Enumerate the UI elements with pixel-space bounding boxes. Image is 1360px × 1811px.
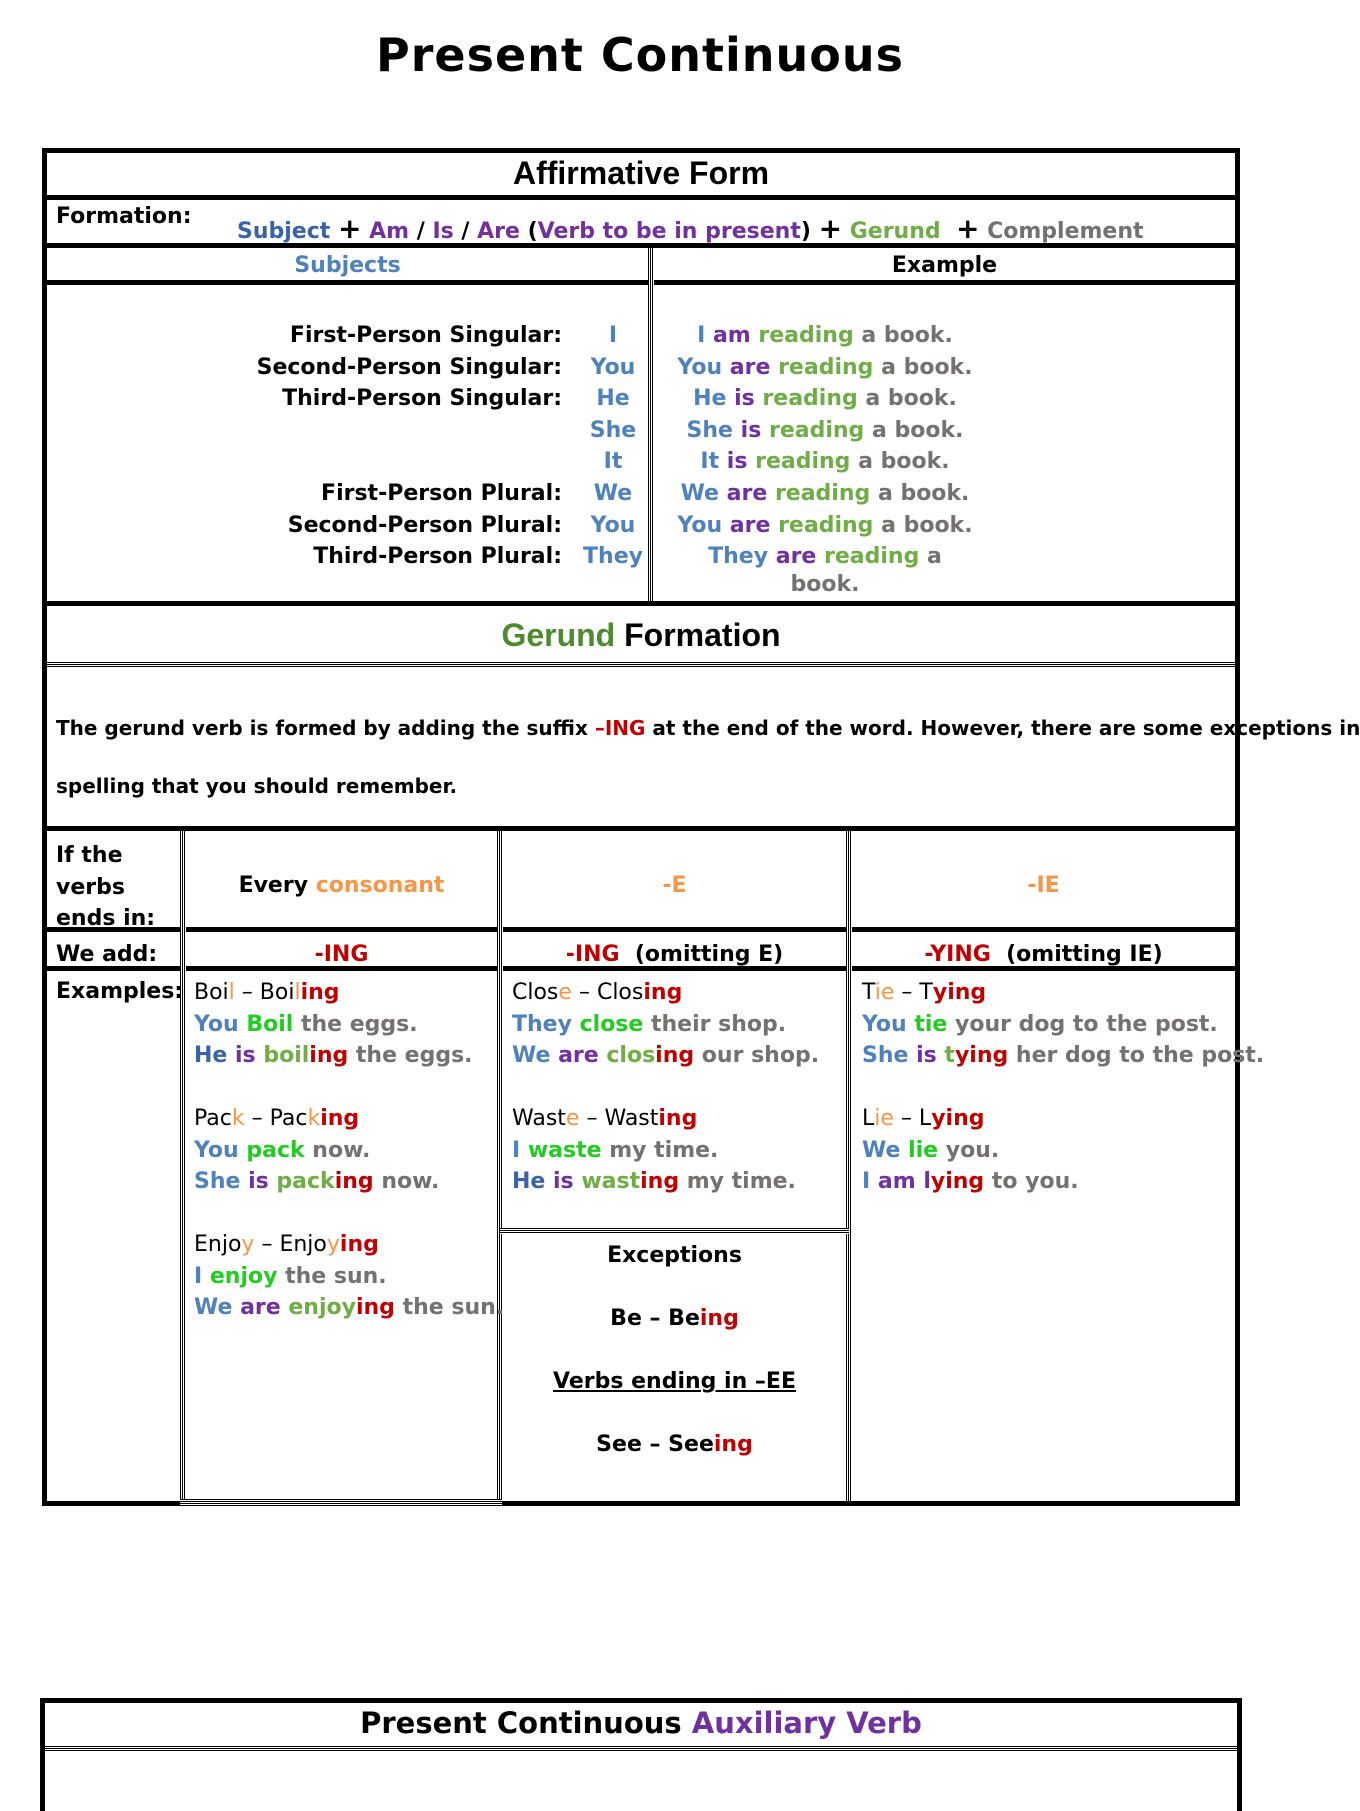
word: Pac	[269, 1106, 308, 1131]
suffix: ing	[309, 1043, 349, 1068]
subject: You	[194, 1137, 239, 1163]
verb: lie	[908, 1137, 939, 1163]
add-ing-omitting-e	[503, 942, 846, 967]
suffix: ing	[320, 1106, 360, 1131]
formula-are: Are	[477, 219, 520, 244]
dash: –	[893, 1106, 919, 1131]
complement: the sun.	[285, 1263, 387, 1289]
auxiliary: is	[726, 449, 748, 475]
example-sentence	[670, 385, 980, 413]
complement: a book.	[871, 417, 964, 443]
formula-plus: +	[955, 212, 980, 245]
ends-in-consonant	[186, 873, 497, 898]
word: Enjo	[279, 1232, 327, 1257]
example-sentence	[194, 1292, 504, 1324]
suffix: ying	[930, 1169, 985, 1194]
subject-person-label	[42, 417, 562, 445]
example-sentence	[512, 1135, 819, 1167]
example-sentence	[862, 1009, 1264, 1041]
verb: reading	[768, 417, 865, 443]
word-end: k	[307, 1106, 321, 1131]
subject: You	[862, 1011, 907, 1037]
formation-label: Formation:	[56, 204, 192, 229]
column-divider-dotted	[180, 831, 186, 1501]
verb: Boil	[246, 1011, 294, 1037]
word: Wast	[604, 1106, 659, 1131]
example-sentence	[670, 354, 980, 382]
word: Boi	[259, 980, 295, 1005]
verb: reading	[758, 323, 854, 348]
suffix: ing	[699, 1306, 739, 1331]
word-end: y	[241, 1232, 255, 1257]
verb: reading	[778, 354, 874, 380]
complement: a book.	[861, 323, 953, 348]
exceptions-title: Exceptions	[607, 1243, 742, 1268]
formula-paren: (	[527, 219, 538, 244]
consonant-word: consonant	[315, 873, 445, 898]
formula-complement: Complement	[987, 219, 1144, 244]
verb: reading	[762, 386, 858, 412]
complement: the eggs.	[301, 1011, 418, 1037]
omit-note: (omitting E)	[634, 942, 784, 967]
table-divider-dotted	[47, 662, 1235, 668]
subject: You	[677, 512, 723, 538]
subject: They	[708, 544, 769, 570]
exception-be-being	[503, 1306, 846, 1331]
subject-person-label	[42, 448, 562, 476]
exception-verbs-ending-ee: Verbs ending in –EE	[553, 1369, 796, 1394]
word-end: ie	[874, 980, 895, 1005]
example-pair	[862, 977, 1264, 1009]
examples-label: Examples:	[56, 979, 184, 1004]
example-sentence	[512, 1040, 819, 1072]
auxiliary: am	[712, 323, 751, 348]
dash: –	[894, 980, 920, 1005]
example-sentence	[194, 1166, 504, 1198]
every-word: Every	[238, 873, 309, 898]
table-divider	[42, 601, 1240, 606]
if-label-line: verbs	[56, 874, 125, 900]
verb: clos	[606, 1043, 656, 1068]
example-column-header: Example	[891, 253, 998, 278]
subject-person-label: Third-Person Plural:	[313, 544, 562, 570]
example-pair	[194, 977, 504, 1009]
footer-divider-dotted	[45, 1746, 1237, 1752]
complement: my time.	[686, 1169, 796, 1194]
subject: She	[862, 1043, 909, 1068]
verb: reading	[755, 449, 851, 475]
word: Clos	[512, 980, 559, 1005]
subject-pronoun: I	[608, 323, 618, 348]
if-verbs-ends-label	[56, 840, 176, 935]
word-end: y	[326, 1232, 340, 1257]
complement: a book.	[790, 544, 942, 598]
subject: You	[677, 354, 723, 380]
example-sentence	[670, 448, 980, 476]
add-ying-omitting-ie	[852, 942, 1235, 967]
gerund-paragraph-line1	[56, 716, 1360, 740]
dash: –	[234, 980, 260, 1005]
document-title: Present Continuous	[375, 28, 905, 82]
auxiliary: is	[734, 386, 755, 412]
formation-formula	[237, 212, 1144, 245]
verb: reading	[774, 481, 871, 506]
word-end: k	[231, 1106, 245, 1131]
formula-paren: )	[800, 219, 811, 244]
subject-person-label: Second-Person Plural:	[287, 512, 562, 538]
complement: now.	[381, 1169, 440, 1194]
subject-pronoun: You	[590, 512, 636, 538]
suffix: ing	[643, 980, 683, 1005]
example-sentence	[862, 1166, 1264, 1198]
subject: She	[194, 1169, 241, 1194]
auxiliary: are	[726, 481, 768, 506]
auxiliary: are	[558, 1043, 599, 1068]
suffix: ing	[658, 1106, 698, 1131]
dash: –	[579, 1106, 605, 1131]
dash: –	[571, 980, 597, 1005]
complement: a book.	[865, 386, 957, 412]
footer-title-b: Auxiliary Verb	[691, 1706, 922, 1740]
subject: We	[512, 1043, 551, 1068]
complement: a book.	[877, 481, 970, 506]
complement: their shop.	[651, 1011, 787, 1037]
complement: a book.	[881, 512, 973, 538]
auxiliary: is	[553, 1169, 574, 1194]
formula-slash: /	[461, 219, 470, 244]
subject: She	[686, 417, 733, 443]
auxiliary: am	[877, 1169, 916, 1194]
table-divider	[42, 826, 1240, 831]
verb: close	[579, 1011, 644, 1037]
footer-title-a: Present Continuous	[360, 1706, 682, 1740]
auxiliary: are	[729, 354, 771, 380]
formula-verb-to-be: Verb to be in present	[537, 219, 801, 244]
example-sentence	[670, 543, 980, 598]
word-end: ie	[874, 1106, 894, 1131]
verb: boil	[263, 1043, 310, 1068]
formula-slash: /	[416, 219, 425, 244]
we-add-label: We add:	[56, 942, 158, 967]
exception-see-seeing	[503, 1432, 846, 1457]
example-sentence	[670, 322, 980, 350]
suffix: ing	[640, 1169, 680, 1194]
subject: He	[693, 386, 727, 412]
formula-is: Is	[432, 219, 454, 244]
subject: He	[194, 1043, 228, 1068]
ends-in-ie: -IE	[1027, 873, 1060, 898]
verb: enjoy	[288, 1295, 356, 1320]
table-bottom-dotted	[180, 1499, 502, 1505]
subject-pronoun: She	[589, 417, 637, 443]
suffix: ying	[954, 1043, 1009, 1068]
verb: reading	[824, 544, 920, 570]
subject-person-label: First-Person Singular:	[289, 323, 562, 348]
word: L	[862, 1106, 875, 1131]
subject-pronoun: They	[583, 544, 643, 570]
example-pair	[512, 977, 819, 1009]
table-divider	[42, 195, 1240, 200]
subject: It	[700, 449, 720, 475]
example-sentence	[194, 1261, 504, 1293]
verb: reading	[778, 512, 874, 538]
example-sentence	[862, 1040, 1264, 1072]
verb: l	[923, 1169, 931, 1194]
affirmative-form-header: Affirmative Form	[512, 155, 770, 191]
suffix: ying	[932, 980, 987, 1005]
dash: –	[244, 1106, 270, 1131]
subjects-column-header: Subjects	[294, 253, 401, 278]
example-sentence	[194, 1135, 504, 1167]
verb: enjoy	[209, 1263, 278, 1289]
table-divider	[42, 927, 1240, 932]
complement: her dog to the post.	[1015, 1043, 1265, 1068]
suffix: ing	[334, 1169, 374, 1194]
auxiliary: are	[729, 512, 771, 538]
complement: our shop.	[701, 1043, 820, 1068]
example-sentence	[670, 480, 980, 508]
suffix: -ING	[565, 942, 620, 967]
auxiliary: are	[240, 1295, 281, 1320]
auxiliary: is	[248, 1169, 269, 1194]
gerund-word: Gerund	[501, 617, 616, 653]
complement: a book.	[881, 354, 973, 380]
example-sentence	[670, 512, 980, 540]
dash: –	[254, 1232, 280, 1257]
suffix: -YING	[924, 942, 991, 967]
word: Boi	[194, 980, 229, 1005]
example-pair	[862, 1103, 1264, 1135]
word-end: e	[558, 980, 572, 1005]
auxiliary: is	[916, 1043, 937, 1068]
subject-person-label: First-Person Plural:	[321, 481, 562, 506]
formula-am: Am	[369, 219, 410, 244]
gerund-paragraph-line2: spelling that you should remember.	[56, 774, 458, 798]
example-sentence	[194, 1040, 504, 1072]
example-sentence	[512, 1009, 819, 1041]
examples-ie	[862, 977, 1264, 1198]
example-sentence	[862, 1135, 1264, 1167]
para-text: The gerund verb is formed by adding the suffix	[56, 716, 595, 740]
word: Enjo	[194, 1232, 242, 1257]
para-suffix: –ING	[594, 716, 646, 740]
complement: now.	[312, 1137, 371, 1163]
example-pair	[512, 1103, 819, 1135]
suffix: ing	[355, 1295, 395, 1320]
word: T	[862, 980, 875, 1005]
complement: your dog to the post.	[955, 1011, 1218, 1037]
formula-plus: +	[337, 212, 362, 245]
footer-table-top	[40, 1698, 1242, 1703]
word-end: e	[565, 1106, 580, 1131]
complement: the eggs.	[355, 1043, 473, 1068]
subject: I	[862, 1169, 871, 1194]
example-pair	[194, 1229, 504, 1261]
ends-in-e: -E	[662, 873, 687, 898]
verb: t	[944, 1043, 955, 1068]
formula-subject: Subject	[237, 219, 331, 244]
complement: a book.	[858, 449, 950, 475]
column-divider-dotted	[846, 831, 852, 1501]
examples-e	[512, 977, 819, 1198]
subject: You	[194, 1011, 239, 1037]
word: Clos	[596, 980, 644, 1005]
subject: I	[697, 323, 706, 348]
word: L	[918, 1106, 932, 1131]
complement: you.	[945, 1137, 1000, 1163]
example-sentence	[194, 1009, 504, 1041]
auxiliary: are	[775, 544, 817, 570]
table-divider	[42, 280, 1240, 285]
word: Wast	[512, 1106, 566, 1131]
verb: tie	[914, 1011, 948, 1037]
subject: We	[862, 1137, 901, 1163]
para-text: at the end of the word. However, there are some exceptions in	[645, 716, 1360, 740]
if-label-line: ends in:	[56, 906, 156, 931]
auxiliary: is	[740, 417, 762, 443]
examples-consonant	[194, 977, 504, 1324]
exceptions-divider-dotted	[500, 1228, 849, 1234]
subject: We	[194, 1295, 233, 1320]
word-end: l	[294, 980, 301, 1005]
verb: wast	[581, 1169, 641, 1194]
gerund-formation-header	[42, 617, 1240, 654]
auxiliary: is	[235, 1043, 256, 1068]
subject: We	[680, 481, 719, 506]
subject-pronoun: We	[593, 481, 633, 506]
subject-pronoun: It	[603, 449, 623, 475]
subject: They	[512, 1011, 572, 1037]
subject: I	[194, 1263, 203, 1289]
verb: pack	[276, 1169, 335, 1194]
word: See – See	[596, 1432, 714, 1457]
suffix: ing	[655, 1043, 695, 1068]
subject-person-label: Second-Person Singular:	[256, 354, 562, 380]
formula-gerund: Gerund	[849, 219, 941, 244]
word: T	[919, 980, 933, 1005]
if-label-line: If the	[56, 843, 123, 868]
verb: pack	[246, 1137, 305, 1163]
suffix: ing	[339, 1232, 379, 1257]
suffix: ying	[931, 1106, 985, 1131]
complement: the sun.	[402, 1295, 505, 1320]
subject-pronoun: He	[596, 386, 630, 412]
complement: my time.	[609, 1137, 719, 1163]
suffix: ing	[713, 1432, 753, 1457]
omit-note: (omitting IE)	[1006, 942, 1163, 967]
example-pair	[194, 1103, 504, 1135]
example-sentence	[670, 417, 980, 445]
word-end: l	[228, 980, 235, 1005]
subject-person-label: Third-Person Singular:	[282, 386, 562, 412]
formula-plus: +	[818, 212, 843, 245]
subject-pronoun: You	[590, 354, 636, 380]
suffix: ing	[300, 980, 340, 1005]
subject: He	[512, 1169, 546, 1194]
formation-word: Formation	[624, 617, 781, 653]
footer-title	[40, 1706, 1242, 1740]
complement: to you.	[991, 1169, 1079, 1194]
verb: waste	[527, 1137, 602, 1163]
add-ing: -ING	[314, 942, 369, 967]
example-sentence	[512, 1166, 819, 1198]
word: Pac	[194, 1106, 232, 1131]
word: Be – Be	[610, 1306, 700, 1331]
subject: I	[512, 1137, 521, 1163]
